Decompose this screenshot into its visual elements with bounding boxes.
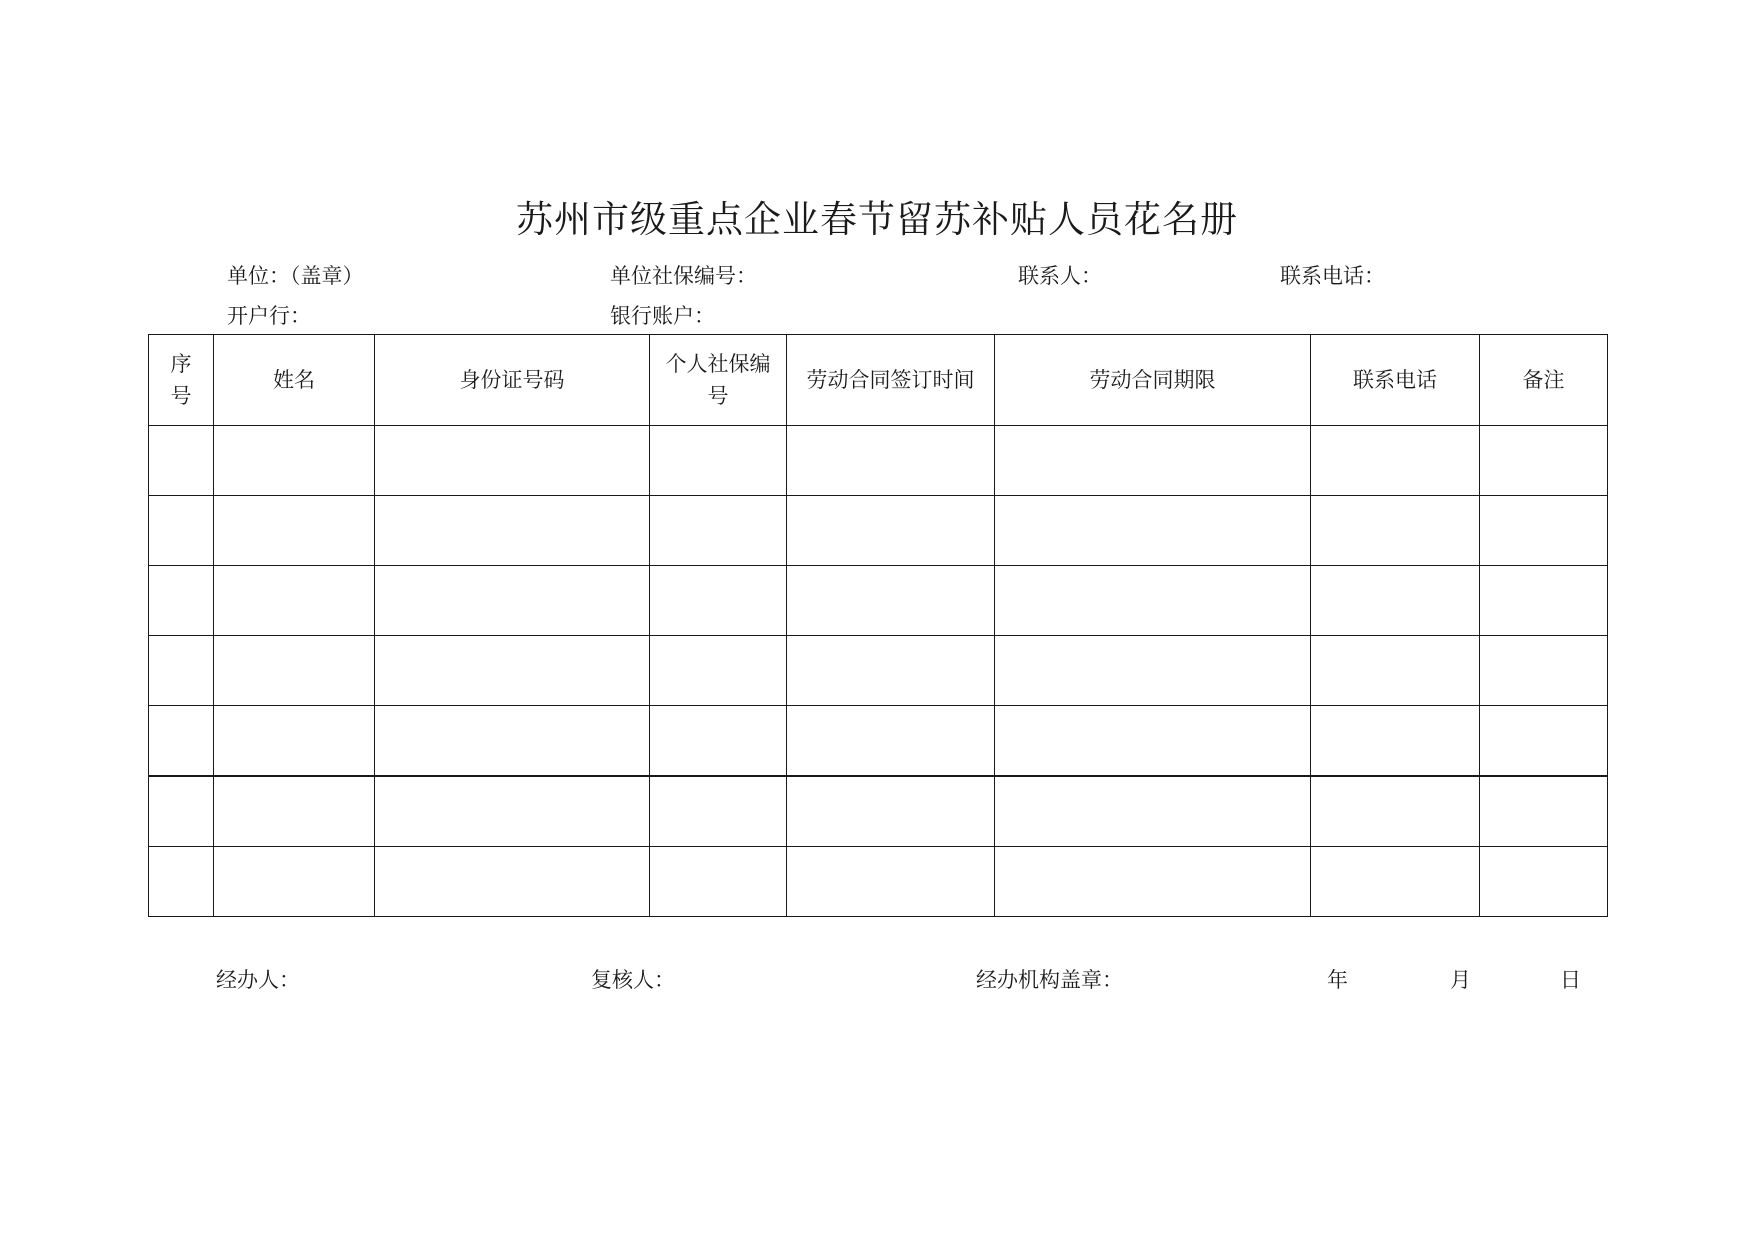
day-label: 日 [1560, 968, 1581, 992]
agency-seal-label: 经办机构盖章： [976, 968, 1123, 992]
table-cell[interactable] [214, 706, 375, 777]
table-cell[interactable] [149, 706, 214, 777]
table-row [149, 566, 1608, 636]
table-cell[interactable] [149, 426, 214, 496]
table-cell[interactable] [214, 847, 375, 917]
table-cell[interactable] [1480, 776, 1608, 847]
roster-table [148, 334, 1608, 917]
table-cell[interactable] [650, 566, 787, 636]
table-cell[interactable] [1480, 496, 1608, 566]
table-cell[interactable] [214, 776, 375, 847]
table-cell[interactable] [1311, 426, 1480, 496]
handler-label: 经办人： [216, 968, 300, 992]
header-id-number: 身份证号码 [375, 335, 650, 426]
table-cell[interactable] [787, 847, 995, 917]
header-personal-ss-no: 个人社保编号 [650, 335, 787, 426]
table-cell[interactable] [1311, 496, 1480, 566]
table-row [149, 706, 1608, 777]
table-cell[interactable] [375, 426, 650, 496]
table-cell[interactable] [149, 566, 214, 636]
header-remarks: 备注 [1480, 335, 1608, 426]
page-title: 苏州市级重点企业春节留苏补贴人员花名册 [516, 198, 1238, 241]
table-cell[interactable] [650, 496, 787, 566]
table-cell[interactable] [787, 706, 995, 777]
table-cell[interactable] [149, 776, 214, 847]
table-cell[interactable] [214, 566, 375, 636]
header-contract-term: 劳动合同期限 [995, 335, 1311, 426]
unit-label: 单位：（盖章） [227, 264, 364, 288]
table-cell[interactable] [995, 706, 1311, 777]
header-name: 姓名 [214, 335, 375, 426]
year-label: 年 [1327, 968, 1348, 992]
table-cell[interactable] [214, 496, 375, 566]
reviewer-label: 复核人： [591, 968, 675, 992]
contact-phone-label: 联系电话： [1280, 264, 1385, 288]
header-serial-no: 序号 [149, 335, 214, 426]
header-contract-sign-date: 劳动合同签订时间 [787, 335, 995, 426]
table-cell[interactable] [787, 426, 995, 496]
table-cell[interactable] [149, 496, 214, 566]
table-cell[interactable] [214, 636, 375, 706]
table-cell[interactable] [787, 496, 995, 566]
social-security-no-label: 单位社保编号： [610, 264, 757, 288]
table-header-row [149, 335, 1608, 426]
table-cell[interactable] [1311, 566, 1480, 636]
header-contact-phone: 联系电话 [1311, 335, 1480, 426]
table-cell[interactable] [1480, 566, 1608, 636]
table-cell[interactable] [787, 776, 995, 847]
table-cell[interactable] [1480, 426, 1608, 496]
table-cell[interactable] [1311, 706, 1480, 777]
table-cell[interactable] [650, 776, 787, 847]
table-row [149, 636, 1608, 706]
table-cell[interactable] [149, 636, 214, 706]
contact-person-label: 联系人： [1018, 264, 1102, 288]
table-cell[interactable] [375, 776, 650, 847]
table-cell[interactable] [375, 636, 650, 706]
table-cell[interactable] [650, 847, 787, 917]
table-row [149, 847, 1608, 917]
table-cell[interactable] [995, 776, 1311, 847]
table-cell[interactable] [375, 706, 650, 777]
table-cell[interactable] [787, 566, 995, 636]
table-cell[interactable] [1311, 776, 1480, 847]
table-cell[interactable] [375, 496, 650, 566]
table-cell[interactable] [995, 636, 1311, 706]
table-cell[interactable] [375, 566, 650, 636]
table-cell[interactable] [214, 426, 375, 496]
table-cell[interactable] [995, 426, 1311, 496]
bank-account-label: 银行账户： [610, 304, 715, 328]
table-cell[interactable] [995, 496, 1311, 566]
table-row [149, 496, 1608, 566]
table-cell[interactable] [1480, 847, 1608, 917]
month-label: 月 [1450, 968, 1471, 992]
table-cell[interactable] [1480, 706, 1608, 777]
table-row [149, 426, 1608, 496]
table-cell[interactable] [650, 636, 787, 706]
table-row [149, 776, 1608, 847]
table-cell[interactable] [375, 847, 650, 917]
table-cell[interactable] [995, 847, 1311, 917]
table-cell[interactable] [995, 566, 1311, 636]
table-cell[interactable] [650, 426, 787, 496]
table-cell[interactable] [650, 706, 787, 777]
table-cell[interactable] [1311, 847, 1480, 917]
table-cell[interactable] [1480, 636, 1608, 706]
table-cell[interactable] [149, 847, 214, 917]
bank-label: 开户行： [227, 304, 311, 328]
table-cell[interactable] [1311, 636, 1480, 706]
table-cell[interactable] [787, 636, 995, 706]
